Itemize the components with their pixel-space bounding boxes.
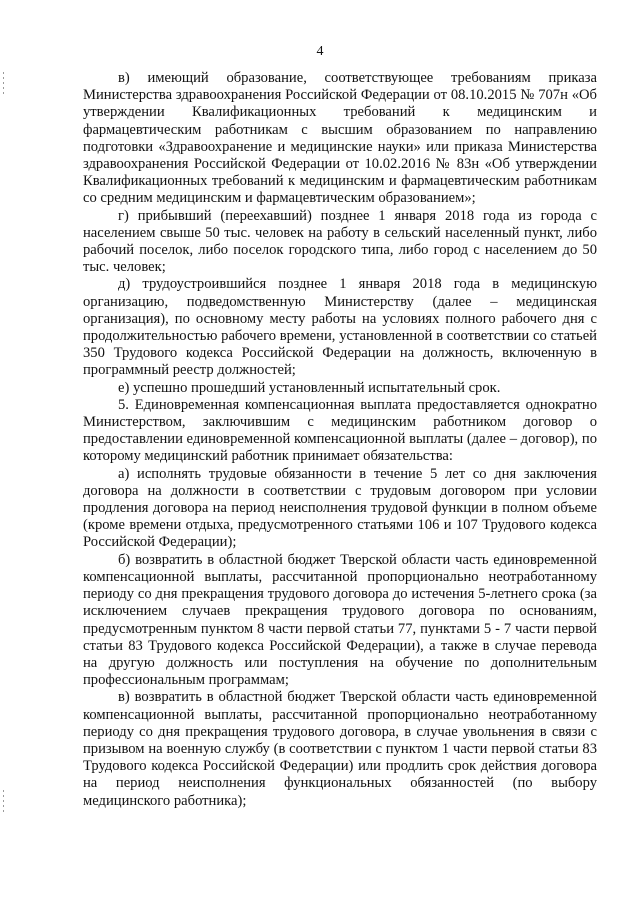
paragraph-5-compensation: 5. Единовременная компенсационная выплата предоставляется однократно Министерством, заключившим с медицинским работником договор о предоставлении единовременной компенсационной выплаты (далее – договор), по которому медицинский работник принимает обязательства: [83,396,597,465]
document-body [83,70,597,810]
paragraph-b-obligation: б) возвратить в областной бюджет Тверской области часть единовременной компенсационной выплаты, рассчитанной пропорционально неотработанному периоду со дня прекращения трудового договора до истечения 5-летнего срока (за исключением случаев прекращения трудового договора по основаниям, предусмотренным пунктом 8 части первой статьи 77, пунктами 5 - 7 части первой статьи 83 Трудового кодекса Российской Федерации), а также в случае перевода на другую должность или поступления на обучение по дополнительным профессиональным программам; [83,551,597,689]
scan-edge-mark-top [3,72,4,94]
paragraph-g-relocation: г) прибывший (переехавший) позднее 1 января 2018 года из города с населением свыше 50 тыс. человек на работу в сельский населенный пункт, либо рабочий поселок, либо поселок городского типа, либо город с населением до 50 тыс. человек; [83,207,597,276]
scan-edge-mark-bottom [3,790,4,812]
paragraph-e-probation: е) успешно прошедший установленный испытательный срок. [118,379,501,396]
paragraph-v-obligation: в) возвратить в областной бюджет Тверской области часть единовременной компенсационной выплаты, рассчитанной пропорционально неотработанному периоду со дня прекращения трудового договора, в случае увольнения в связи с призывом на военную службу (в соответствии с пунктом 1 части первой статьи 83 Трудового кодекса Российской Федерации) или продлить срок действия договора на период неисполнения функциональных обязанностей (по выбору медицинского работника); [83,689,597,809]
page-number: 4 [316,44,324,59]
paragraph-d-employment: д) трудоустроившийся позднее 1 января 2018 года в медицинскую организацию, подведомственную Министерству (далее – медицинская организация), по основному месту работы на условиях полного рабочего дня с продолжительностью рабочего времени, установленной в соответствии со статьей 350 Трудового кодекса Российской Федерации на должность, включенную в программный реестр должностей; [83,276,597,379]
paragraph-a-obligation: а) исполнять трудовые обязанности в течение 5 лет со дня заключения договора на должности в соответствии с трудовым договором при условии продления договора на период неисполнения трудовой функции в полном объеме (кроме времени отдыха, предусмотренного статьями 106 и 107 Трудового кодекса Российской Федерации); [83,465,597,551]
paragraph-v-education: в) имеющий образование, соответствующее требованиям приказа Министерства здравоохранения Российской Федерации от 08.10.2015 № 707н «Об утверждении Квалификационных требований к медицинским и фармацевтическим работникам с высшим образованием по направлению подготовки «Здравоохранение и медицинские науки» или приказа Министерства здравоохранения Российской Федерации от 10.02.2016 № 83н «Об утверждении Квалификационных требований к медицинским и фармацевтическим работникам со средним медицинским и фармацевтическим образованием»; [83,70,597,207]
